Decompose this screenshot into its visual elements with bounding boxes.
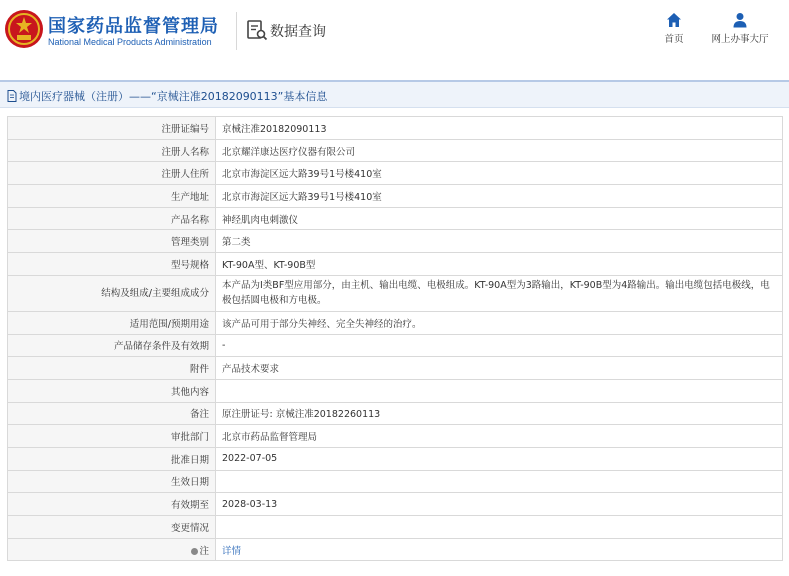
- table-row: [8, 185, 783, 208]
- section-header: [0, 80, 789, 108]
- row-label: 批准日期: [8, 447, 216, 470]
- row-value: [216, 538, 783, 561]
- table-row: [8, 253, 783, 276]
- table-row: [8, 230, 783, 253]
- row-label: 备注: [8, 402, 216, 425]
- row-value: 北京市海淀区远大路39号1号楼410室: [216, 185, 783, 208]
- document-icon: [7, 90, 17, 102]
- row-label-note: [8, 538, 216, 561]
- table-row: [8, 402, 783, 425]
- row-value: -: [216, 334, 783, 357]
- note-icon: [191, 548, 198, 555]
- table-row: [8, 538, 783, 561]
- row-label: 有效期至: [8, 493, 216, 516]
- table-row: [8, 334, 783, 357]
- user-icon: [732, 12, 748, 28]
- row-value: 本产品为Ⅰ类BF型应用部分，由主机、输出电缆、电极组成。KT-90A型为3路输出，KT-90B型为4路输出。输出电缆包括电极线，电极包括圆电极和方电极。: [216, 275, 783, 311]
- section-title: 境内医疗器械（注册）——“京械注准20182090113”基本信息: [19, 90, 328, 103]
- row-label: 变更情况: [8, 516, 216, 539]
- row-label: 审批部门: [8, 425, 216, 448]
- nav-home-label: 首页: [664, 34, 684, 45]
- row-value: [216, 516, 783, 539]
- table-row: [8, 162, 783, 185]
- row-value: KT-90A型、KT-90B型: [216, 253, 783, 276]
- row-label: 注册人名称: [8, 139, 216, 162]
- site-title-en[interactable]: National Medical Products Administration: [48, 37, 212, 47]
- section-title-wrap: [7, 88, 327, 104]
- nav-online-office[interactable]: [708, 12, 772, 45]
- table-row: [8, 425, 783, 448]
- row-label: 结构及组成/主要组成成分: [8, 275, 216, 311]
- table-row: [8, 470, 783, 493]
- nav-online-office-label: 网上办事大厅: [711, 34, 769, 45]
- table-row: [8, 379, 783, 402]
- nmpa-emblem-icon[interactable]: [4, 9, 44, 49]
- row-value: 该产品可用于部分失神经、完全失神经的治疗。: [216, 311, 783, 334]
- row-value: [216, 379, 783, 402]
- table-row: [8, 117, 783, 140]
- home-icon: [666, 12, 682, 28]
- table-row: [8, 275, 783, 311]
- row-label: 型号规格: [8, 253, 216, 276]
- row-label: 注册人住所: [8, 162, 216, 185]
- row-label: 产品储存条件及有效期: [8, 334, 216, 357]
- nav-home[interactable]: [659, 12, 689, 45]
- data-query-icon: [246, 19, 268, 41]
- site-title-cn[interactable]: 国家药品监督管理局: [48, 16, 219, 37]
- table-row: [8, 493, 783, 516]
- table-row: [8, 311, 783, 334]
- row-value: 2028-03-13: [216, 493, 783, 516]
- site-header: [0, 0, 789, 66]
- table-row: [8, 447, 783, 470]
- row-label: 生效日期: [8, 470, 216, 493]
- data-query-title: 数据查询: [270, 24, 326, 40]
- row-label: 管理类别: [8, 230, 216, 253]
- row-label: 适用范围/预期用途: [8, 311, 216, 334]
- row-value: 产品技术要求: [216, 357, 783, 380]
- table-row: [8, 139, 783, 162]
- row-value: 原注册证号: 京械注准20182260113: [216, 402, 783, 425]
- row-value: 北京市药品监督管理局: [216, 425, 783, 448]
- header-divider: [236, 12, 237, 50]
- row-label: 附件: [8, 357, 216, 380]
- row-value: 北京市海淀区远大路39号1号楼410室: [216, 162, 783, 185]
- table-row: [8, 516, 783, 539]
- row-value: 第二类: [216, 230, 783, 253]
- registration-info-table: [7, 116, 783, 561]
- row-value: 京械注准20182090113: [216, 117, 783, 140]
- row-value: 北京耀洋康达医疗仪器有限公司: [216, 139, 783, 162]
- row-label: 产品名称: [8, 207, 216, 230]
- table-row: [8, 207, 783, 230]
- row-label: 注册证编号: [8, 117, 216, 140]
- row-label: 其他内容: [8, 379, 216, 402]
- details-link[interactable]: 详情: [222, 545, 242, 557]
- row-value: 2022-07-05: [216, 447, 783, 470]
- row-value: 神经肌肉电刺激仪: [216, 207, 783, 230]
- table-row: [8, 357, 783, 380]
- row-value: [216, 470, 783, 493]
- row-label: 生产地址: [8, 185, 216, 208]
- note-label: 注: [199, 545, 209, 557]
